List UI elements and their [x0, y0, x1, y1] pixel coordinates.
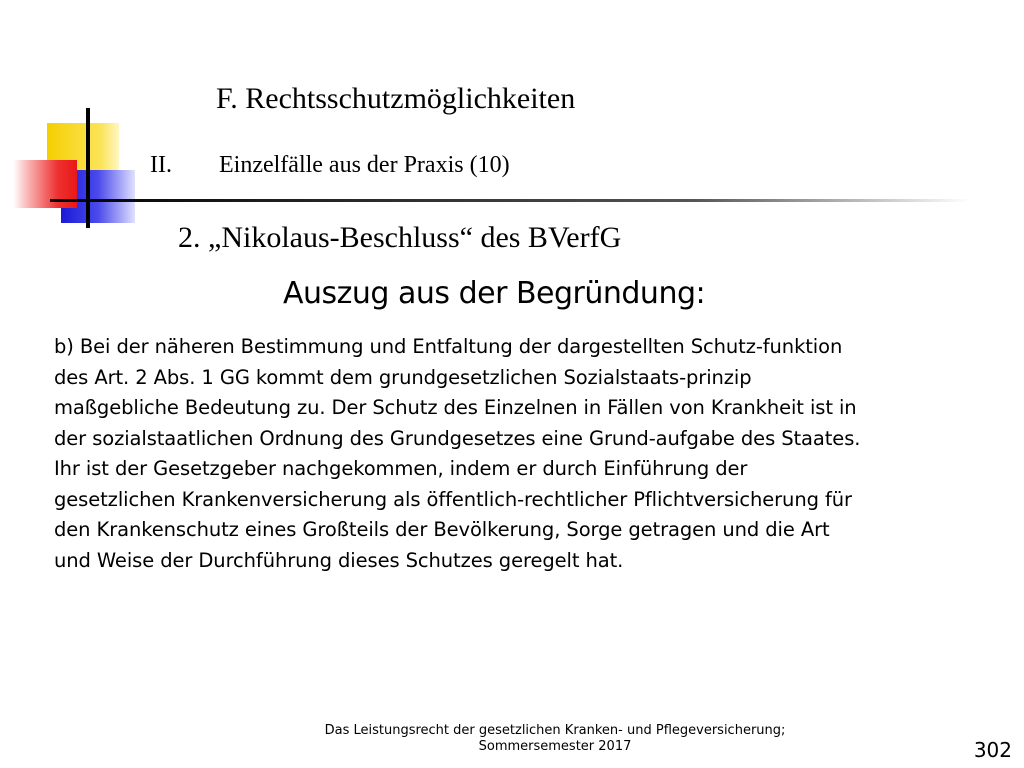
body-line: der sozialstaatlichen Ordnung des Grundgesetzes eine Grund-aufgabe des Staates.: [54, 426, 861, 450]
page-number: 302: [973, 738, 1012, 762]
body-line: des Art. 2 Abs. 1 GG kommt dem grundgesetzlichen Sozialstaats-prinzip: [54, 365, 752, 389]
slide-title: F. Rechtsschutzmöglichkeiten: [216, 82, 576, 115]
horizontal-rule: [50, 199, 970, 202]
footer: [300, 723, 810, 755]
body-line: den Krankenschutz eines Großteils der Bevölkerung, Sorge getragen und die Art: [54, 518, 830, 541]
footer-semester: Sommersemester 2017: [478, 739, 632, 754]
section-subtitle-text: Einzelfälle aus der Praxis (10): [219, 152, 510, 178]
body-line: und Weise der Durchführung dieses Schutzes geregelt hat.: [54, 548, 624, 572]
topic-heading: 2. „Nikolaus-Beschluss“ des BVerfG: [178, 221, 622, 254]
body-line: Ihr ist der Gesetzgeber nachgekommen, indem er durch Einführung der: [54, 457, 748, 480]
decorative-logo: [0, 0, 1024, 240]
body-line: b) Bei der näheren Bestimmung und Entfaltung der dargestellten Schutz-funktion: [54, 335, 843, 358]
excerpt-heading: Auszug aus der Begründung:: [283, 276, 706, 311]
body-line: maßgebliche Bedeutung zu. Der Schutz des Einzelnen in Fällen von Krankheit ist in: [54, 396, 857, 419]
excerpt-body: [54, 332, 966, 576]
body-line: gesetzlichen Krankenversicherung als öffentlich-rechtlicher Pflichtversicherung für: [54, 487, 852, 511]
footer-course-title: Das Leistungsrecht der gesetzlichen Kranken- und Pflegeversicherung;: [324, 723, 786, 738]
section-number: II.: [150, 152, 172, 178]
vertical-bar: [86, 108, 90, 228]
section-subtitle: [150, 152, 510, 179]
